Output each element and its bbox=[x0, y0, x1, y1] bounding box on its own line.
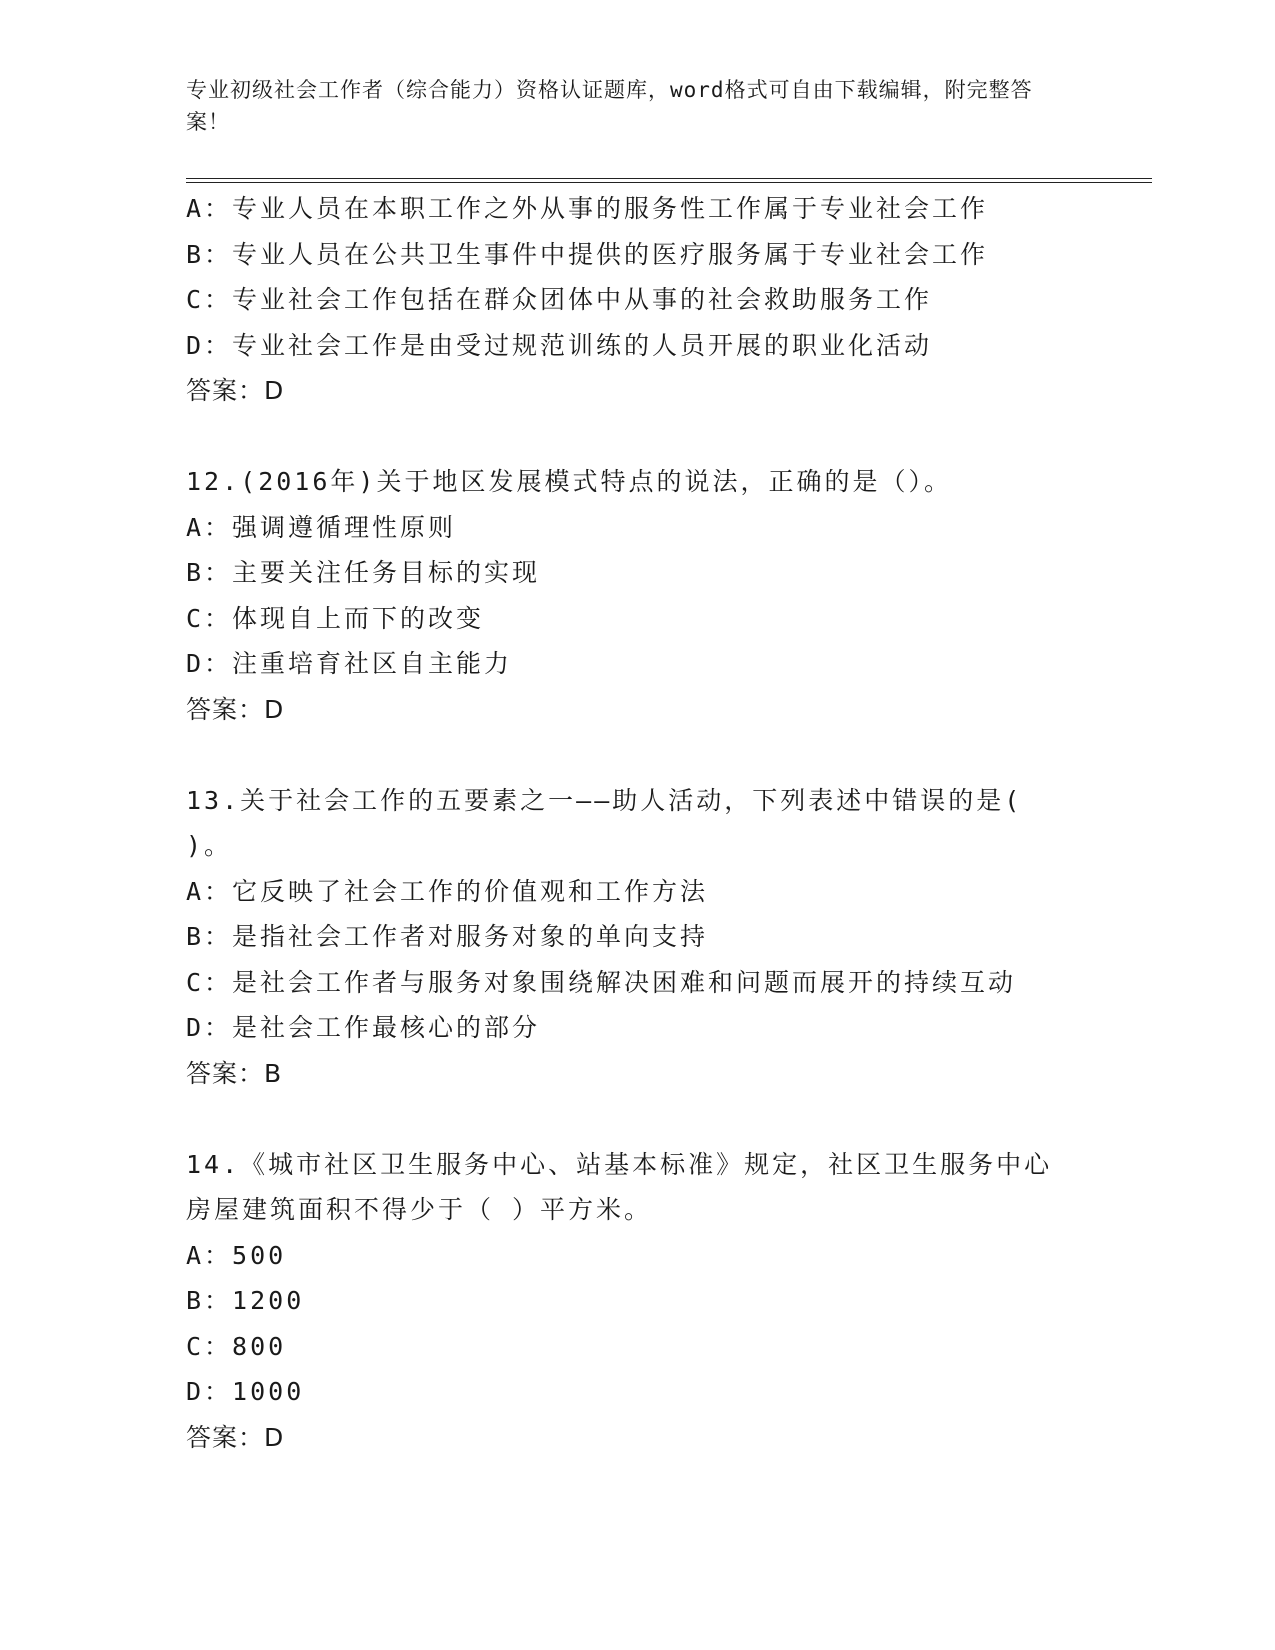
option-d: D：是社会工作最核心的部分 bbox=[186, 1013, 541, 1042]
option-c: C：800 bbox=[186, 1331, 287, 1361]
option-a: A：强调遵循理性原则 bbox=[186, 512, 457, 542]
answer: 答案：B bbox=[186, 1058, 283, 1088]
question-stem-continued: )。 bbox=[186, 831, 233, 860]
question-14 bbox=[186, 1142, 1086, 1461]
option-b: B：主要关注任务目标的实现 bbox=[186, 558, 541, 587]
header-divider bbox=[186, 178, 1152, 183]
option-a: A：500 bbox=[186, 1240, 287, 1270]
answer: 答案：D bbox=[186, 694, 285, 724]
answer: 答案：D bbox=[186, 376, 285, 405]
question-stem: 13.关于社会工作的五要素之一——助人活动，下列表述中错误的是( bbox=[186, 785, 1023, 815]
option-b: B：专业人员在公共卫生事件中提供的医疗服务属于专业社会工作 bbox=[186, 239, 989, 269]
question-spacer bbox=[186, 414, 1086, 460]
option-a: A：专业人员在本职工作之外从事的服务性工作属于专业社会工作 bbox=[186, 194, 989, 223]
question-11 bbox=[186, 186, 1086, 414]
question-stem-continued: 房屋建筑面积不得少于（ ）平方米。 bbox=[186, 1195, 653, 1224]
option-d: D：专业社会工作是由受过规范训练的人员开展的职业化活动 bbox=[186, 330, 933, 360]
option-c: C：专业社会工作包括在群众团体中从事的社会救助服务工作 bbox=[186, 285, 933, 314]
option-c: C：体现自上而下的改变 bbox=[186, 603, 485, 633]
option-b: B：1200 bbox=[186, 1286, 305, 1315]
question-spacer bbox=[186, 732, 1086, 778]
option-a: A：它反映了社会工作的价值观和工作方法 bbox=[186, 876, 709, 906]
question-13 bbox=[186, 778, 1086, 1097]
question-list bbox=[186, 186, 1086, 1460]
option-c: C：是社会工作者与服务对象围绕解决困难和问题而展开的持续互动 bbox=[186, 967, 1017, 997]
option-d: D：1000 bbox=[186, 1377, 305, 1406]
option-b: B：是指社会工作者对服务对象的单向支持 bbox=[186, 922, 709, 951]
question-stem: 12.(2016年)关于地区发展模式特点的说法，正确的是（）。 bbox=[186, 467, 952, 496]
question-12 bbox=[186, 459, 1086, 732]
answer: 答案：D bbox=[186, 1422, 285, 1452]
question-spacer bbox=[186, 1096, 1086, 1142]
document-header: 专业初级社会工作者（综合能力）资格认证题库，word格式可自由下载编辑，附完整答案！ bbox=[186, 78, 1033, 134]
question-stem: 14.《城市社区卫生服务中心、站基本标准》规定，社区卫生服务中心 bbox=[186, 1149, 1053, 1179]
option-d: D：注重培育社区自主能力 bbox=[186, 649, 513, 678]
